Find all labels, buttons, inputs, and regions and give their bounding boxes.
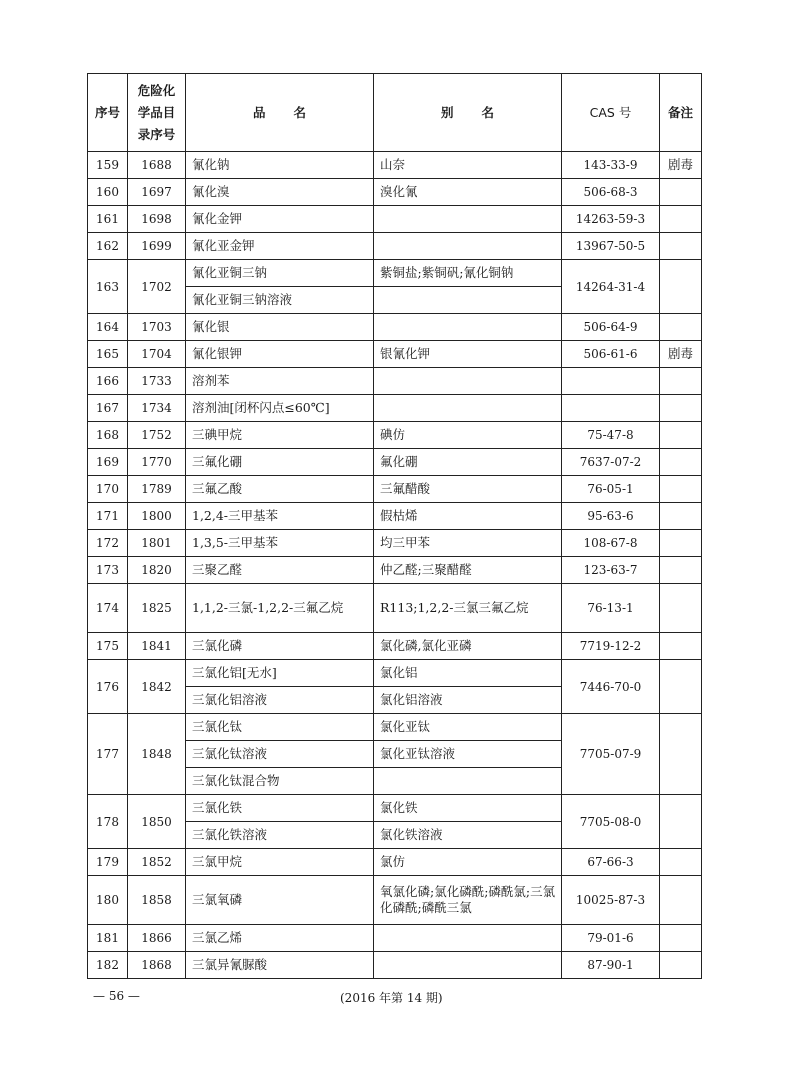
table-row <box>88 152 702 179</box>
cell-note <box>660 368 702 395</box>
table-row <box>88 849 702 876</box>
cell-name: 三氯甲烷 <box>186 849 374 876</box>
cell-name: 三氯化磷 <box>186 633 374 660</box>
cell-seq: 175 <box>88 633 128 660</box>
table-row <box>88 314 702 341</box>
cell-catalog-no: 1841 <box>128 633 186 660</box>
cell-note <box>660 584 702 633</box>
cell-alias: 仲乙醛;三聚醋醛 <box>374 557 562 584</box>
cell-name: 三氟乙酸 <box>186 476 374 503</box>
cell-alias: 碘仿 <box>374 422 562 449</box>
cell-alias: 紫铜盐;紫铜矾;氰化铜钠 <box>374 260 562 287</box>
cell-name: 三氯化钛溶液 <box>186 741 374 768</box>
cell-name: 三氯乙烯 <box>186 925 374 952</box>
cell-alias: 氯化铝 <box>374 660 562 687</box>
cell-note <box>660 395 702 422</box>
cell-alias <box>374 314 562 341</box>
cell-catalog-no: 1703 <box>128 314 186 341</box>
cell-name: 氰化溴 <box>186 179 374 206</box>
cell-cas: 67-66-3 <box>562 849 660 876</box>
header-cas: CAS 号 <box>562 74 660 152</box>
cell-cas: 7719-12-2 <box>562 633 660 660</box>
cell-catalog-no: 1704 <box>128 341 186 368</box>
cell-cas: 506-64-9 <box>562 314 660 341</box>
cell-alias: 山奈 <box>374 152 562 179</box>
header-seq: 序号 <box>88 74 128 152</box>
table-row <box>88 476 702 503</box>
cell-alias: 三氟醋酸 <box>374 476 562 503</box>
cell-name: 三氯氧磷 <box>186 876 374 925</box>
cell-catalog-no: 1852 <box>128 849 186 876</box>
cell-cas: 10025-87-3 <box>562 876 660 925</box>
header-catalog-line: 录序号 <box>137 126 176 142</box>
cell-alias: 氧氯化磷;氯化磷酰;磷酰氯;三氯化磷酰;磷酰三氯 <box>374 876 562 925</box>
cell-cas: 14264-31-4 <box>562 260 660 314</box>
cell-seq: 162 <box>88 233 128 260</box>
table-row <box>88 530 702 557</box>
cell-seq: 159 <box>88 152 128 179</box>
table-row <box>88 233 702 260</box>
cell-name: 1,2,4-三甲基苯 <box>186 503 374 530</box>
cell-alias: 均三甲苯 <box>374 530 562 557</box>
cell-catalog-no: 1800 <box>128 503 186 530</box>
cell-seq: 181 <box>88 925 128 952</box>
cell-cas: 7637-07-2 <box>562 449 660 476</box>
header-alias: 别名 <box>374 74 562 152</box>
cell-cas: 7446-70-0 <box>562 660 660 714</box>
cell-catalog-no: 1688 <box>128 152 186 179</box>
cell-note <box>660 260 702 314</box>
cell-note <box>660 795 702 849</box>
cell-note: 剧毒 <box>660 152 702 179</box>
cell-alias: 氯化亚钛溶液 <box>374 741 562 768</box>
table-row <box>88 503 702 530</box>
cell-seq: 167 <box>88 395 128 422</box>
cell-seq: 168 <box>88 422 128 449</box>
cell-catalog-no: 1752 <box>128 422 186 449</box>
cell-alias <box>374 395 562 422</box>
cell-catalog-no: 1825 <box>128 584 186 633</box>
cell-seq: 171 <box>88 503 128 530</box>
cell-cas: 143-33-9 <box>562 152 660 179</box>
cell-alias <box>374 233 562 260</box>
cell-name: 三氯化铝溶液 <box>186 687 374 714</box>
table-body <box>88 152 702 979</box>
page-number: — 56 — <box>93 989 140 1003</box>
cell-note <box>660 925 702 952</box>
cell-name: 1,1,2-三氯-1,2,2-三氟乙烷 <box>186 584 374 633</box>
cell-name: 溶剂苯 <box>186 368 374 395</box>
cell-name: 三氯异氰脲酸 <box>186 952 374 979</box>
hazardous-chemicals-table <box>87 73 702 979</box>
cell-note <box>660 849 702 876</box>
cell-seq: 169 <box>88 449 128 476</box>
cell-cas: 14263-59-3 <box>562 206 660 233</box>
cell-cas: 13967-50-5 <box>562 233 660 260</box>
cell-catalog-no: 1848 <box>128 714 186 795</box>
cell-name: 三氯化钛混合物 <box>186 768 374 795</box>
cell-alias <box>374 768 562 795</box>
cell-cas <box>562 395 660 422</box>
cell-name: 氰化银钾 <box>186 341 374 368</box>
cell-name: 氰化亚铜三钠 <box>186 260 374 287</box>
cell-alias <box>374 206 562 233</box>
cell-name: 1,3,5-三甲基苯 <box>186 530 374 557</box>
cell-note <box>660 952 702 979</box>
cell-seq: 180 <box>88 876 128 925</box>
cell-seq: 164 <box>88 314 128 341</box>
table-row <box>88 449 702 476</box>
cell-alias: 溴化氰 <box>374 179 562 206</box>
cell-catalog-no: 1702 <box>128 260 186 314</box>
cell-catalog-no: 1842 <box>128 660 186 714</box>
cell-alias: 氯化磷,氯化亚磷 <box>374 633 562 660</box>
table-row <box>88 925 702 952</box>
cell-note <box>660 422 702 449</box>
cell-cas: 76-13-1 <box>562 584 660 633</box>
cell-alias: 氯化铁 <box>374 795 562 822</box>
cell-alias: 氟化硼 <box>374 449 562 476</box>
cell-seq: 182 <box>88 952 128 979</box>
cell-seq: 160 <box>88 179 128 206</box>
cell-alias: 氯化铁溶液 <box>374 822 562 849</box>
table-row <box>88 633 702 660</box>
cell-alias: 氯化亚钛 <box>374 714 562 741</box>
table-row <box>88 422 702 449</box>
header-catalog-no <box>128 74 186 152</box>
cell-name: 三氯化铁 <box>186 795 374 822</box>
cell-note <box>660 314 702 341</box>
cell-alias: 假枯烯 <box>374 503 562 530</box>
table-row <box>88 714 702 741</box>
cell-seq: 172 <box>88 530 128 557</box>
table-row <box>88 952 702 979</box>
cell-catalog-no: 1858 <box>128 876 186 925</box>
cell-name: 氰化金钾 <box>186 206 374 233</box>
cell-cas: 95-63-6 <box>562 503 660 530</box>
cell-name: 三氯化铝[无水] <box>186 660 374 687</box>
cell-note <box>660 557 702 584</box>
table-row <box>88 557 702 584</box>
cell-catalog-no: 1789 <box>128 476 186 503</box>
cell-catalog-no: 1770 <box>128 449 186 476</box>
cell-catalog-no: 1734 <box>128 395 186 422</box>
cell-note <box>660 233 702 260</box>
cell-name: 三聚乙醛 <box>186 557 374 584</box>
cell-seq: 173 <box>88 557 128 584</box>
cell-seq: 178 <box>88 795 128 849</box>
cell-catalog-no: 1699 <box>128 233 186 260</box>
cell-cas: 108-67-8 <box>562 530 660 557</box>
cell-seq: 179 <box>88 849 128 876</box>
header-catalog-line: 学品目 <box>137 104 176 120</box>
cell-note <box>660 476 702 503</box>
cell-seq: 170 <box>88 476 128 503</box>
cell-seq: 166 <box>88 368 128 395</box>
cell-alias <box>374 287 562 314</box>
issue-label: (2016 年第 14 期) <box>340 991 443 1005</box>
cell-seq: 161 <box>88 206 128 233</box>
cell-name: 三氟化硼 <box>186 449 374 476</box>
cell-catalog-no: 1820 <box>128 557 186 584</box>
table-row <box>88 341 702 368</box>
cell-cas: 79-01-6 <box>562 925 660 952</box>
cell-note <box>660 206 702 233</box>
table-row <box>88 795 702 822</box>
cell-name: 溶剂油[闭杯闪点≤60℃] <box>186 395 374 422</box>
cell-alias: 银氰化钾 <box>374 341 562 368</box>
header-row <box>88 74 702 152</box>
cell-cas: 75-47-8 <box>562 422 660 449</box>
table-row <box>88 179 702 206</box>
cell-note <box>660 530 702 557</box>
cell-note <box>660 449 702 476</box>
cell-catalog-no: 1698 <box>128 206 186 233</box>
table-row <box>88 395 702 422</box>
cell-alias: R113;1,2,2-三氯三氟乙烷 <box>374 584 562 633</box>
cell-name: 氰化亚铜三钠溶液 <box>186 287 374 314</box>
table-row <box>88 260 702 287</box>
cell-catalog-no: 1868 <box>128 952 186 979</box>
cell-cas: 506-68-3 <box>562 179 660 206</box>
cell-alias <box>374 925 562 952</box>
cell-catalog-no: 1733 <box>128 368 186 395</box>
table-row <box>88 876 702 925</box>
cell-alias <box>374 952 562 979</box>
cell-cas: 76-05-1 <box>562 476 660 503</box>
cell-catalog-no: 1850 <box>128 795 186 849</box>
cell-note <box>660 714 702 795</box>
header-catalog-line: 危险化 <box>137 82 176 98</box>
cell-cas: 506-61-6 <box>562 341 660 368</box>
cell-cas: 7705-08-0 <box>562 795 660 849</box>
table-row <box>88 584 702 633</box>
table-row <box>88 206 702 233</box>
cell-cas: 7705-07-9 <box>562 714 660 795</box>
cell-name: 三碘甲烷 <box>186 422 374 449</box>
header-name: 品名 <box>186 74 374 152</box>
header-note: 备注 <box>660 74 702 152</box>
cell-seq: 177 <box>88 714 128 795</box>
cell-cas: 123-63-7 <box>562 557 660 584</box>
cell-alias: 氯仿 <box>374 849 562 876</box>
cell-seq: 163 <box>88 260 128 314</box>
cell-note <box>660 660 702 714</box>
cell-name: 氰化钠 <box>186 152 374 179</box>
cell-note <box>660 179 702 206</box>
cell-cas <box>562 368 660 395</box>
cell-catalog-no: 1697 <box>128 179 186 206</box>
cell-catalog-no: 1866 <box>128 925 186 952</box>
cell-seq: 176 <box>88 660 128 714</box>
cell-name: 氰化银 <box>186 314 374 341</box>
cell-seq: 174 <box>88 584 128 633</box>
cell-catalog-no: 1801 <box>128 530 186 557</box>
table-row <box>88 368 702 395</box>
cell-note <box>660 633 702 660</box>
cell-seq: 165 <box>88 341 128 368</box>
cell-note <box>660 876 702 925</box>
cell-name: 三氯化铁溶液 <box>186 822 374 849</box>
cell-note: 剧毒 <box>660 341 702 368</box>
cell-cas: 87-90-1 <box>562 952 660 979</box>
cell-alias <box>374 368 562 395</box>
cell-alias: 氯化铝溶液 <box>374 687 562 714</box>
cell-name: 三氯化钛 <box>186 714 374 741</box>
cell-note <box>660 503 702 530</box>
cell-name: 氰化亚金钾 <box>186 233 374 260</box>
table-row <box>88 660 702 687</box>
